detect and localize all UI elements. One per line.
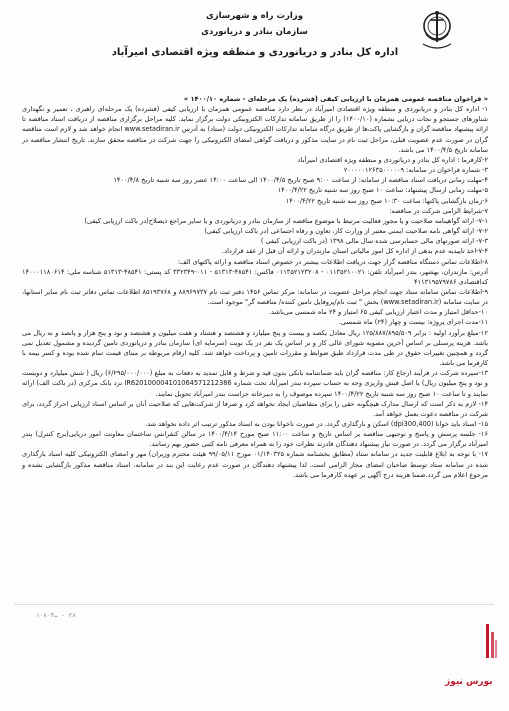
notice-title: « فراخوان مناقصه عمومی همزمان با ارزیابی کیفی (فشرده) یک مرحله‌ای - شماره ۱۴۰۰/۱۰ » — [183, 95, 488, 103]
paragraph-7-3: ۷-۳- ارائه صورتهای مالی حسابرسی شده سال مالی ۱۳۹۸ (در باکت ارزیابی کیفی ) — [260, 237, 488, 246]
paragraph-4: ۴-مهلت زمانی دریافت اسناد مناقصه از سامانه: از ساعت ۹:۰۰ صبح تاریخ ۱۴۰۰/۴/۵ الی ساعت ۱۴:۰۰ عصر روز سه شنبه تاریخ ۱۴۰۰/۴/۸ — [113, 176, 488, 185]
paragraph-8: ۸-اطلاعات تماس دستگاه مناقصه گزار جهت دریافت اطلاعات بیشتر در خصوص اسناد مناقصه و ارائه پاکتهای الف: — [177, 257, 488, 266]
paragraph-14: ۱۴- لازم به ذکر است که ارسال مدارک هیچگونه حقی را برای متقاضیان ایجاد نخواهد کرد و صرفا از شرکت‌هایی که صلاحیت آنان بر اساس اسناد ارزیابی احراز گردد، برای شرکت در مناقصه دعوت بعمل خواهد آمد. — [22, 399, 488, 418]
paragraph-9: ۹-اطلاعات تماس سامانه ستاد جهت انجام مراحل عضویت در سامانه: مرکز تماس ۱۴۵۶ دفتر ثبت نام ۸۸۹۶۹۷۳۷ و ۸۵۱۹۳۷۶۸ اطلاعات تماس دفاتر ثبت نام سایر استانها، در سایت سامانه (www.setadiran.ir) بخش " ثبت نام/پروفایل تامین کننده/ مناقصه گر" موجود است. — [22, 287, 488, 307]
paragraph-6: ۶-زمان بازگشایی پاکتها: ساعت ۱۰:۳۰ صبح روز سه شنبه تاریخ ۱۴۰۰/۴/۲۲ — [285, 196, 488, 205]
bourse-news-mark-icon — [484, 620, 498, 660]
paragraph-8-address: آدرس: مازندران، بهشهر، بندر امیرآباد تلفن: ۰۱۱۳۵۲۱۰۰۲۱ - ۰۱۱۳۵۲۱۲۳۲۰۸ فاکس: ۴۸۵۴۱-۵۱۳۱۳ - ۰۱۱-۳۳۲۳۴۹ کد پستی: ۴۸۵۴۱-۵۱۳۱۳ شناسه ملی: ۱۴۰۰۰۱۱۸۰۶۱۴ کداقتصادی ۴۱۱۳۱۹۵۷۹۷۸۶ — [22, 267, 488, 286]
office-title: اداره کل بنادر و دریانوردی و منطقه ویژه اقتصادی امیرآباد — [111, 47, 399, 58]
paragraph-3: ۳- شماره فراخوان در سامانه: ۲۰۰۰۰۰۱۲۶۳۵۰۰۰۰۰۹ — [343, 166, 488, 175]
paragraph-13: ۱۳-سپرده شرکت در فرآیند ارجاع کار: مناقصه گران باید ضمانتنامه بانکی بدون قید و شرط و قابل تمدید به دفعات به مبلغ (۶/۲۹۵/۰۰۰/۰۰۰) ریال ( شش میلیارد و دویست و نود و پنج میلیون ریال) یا اصل فیش واریزی وجه به حساب سپرده بندر امیرآباد تحت شماره IR620100004101064571212386 نزد بانک مرکزی (در باکت الف) ارائه نمایند و تا ساعت ۱۰ صبح روز سه شنبه تاریخ ۱۴۰۰/۴/۲۲ سپرده موصوف را به دبیرخانه حراست بندر امیرآباد تحویل نمایند. — [22, 369, 489, 398]
notice-body — [22, 94, 488, 480]
organization-name: سازمان بنادر و دریانوردی — [201, 27, 308, 37]
paragraph-2: ۲-کارفرما : اداره کل بنادر و دریانوردی و منطقه ویژه اقتصادی امیرآباد — [297, 155, 488, 164]
paragraph-7-1: ۷-۱- ارائه گواهینامه صلاحیت و یا مجوز فعالیت مرتبط با موضوع مناقصه از سازمان بنادر و دریانوردی و یا سایر مراجع ذیصلاح(در باکت ارزیابی کیفی) — [84, 216, 488, 225]
ministry-name: وزارت راه و شهرسازی — [205, 11, 303, 21]
paragraph-16: ۱۶- جلسه پرسش و پاسخ و توجیهی مناقصه بر اساس تاریخ و ساعت ۱۱:۰۰ صبح مورخ ۱۴۰۰/۴/۱۴ در سالن کنفرانس ساختمان معاونت امور دریایی(برج کنترل) بندر امیرآباد برگزار می گردد. در صورت نیاز پیشنهاد دهندگان قادرند نظرات خود را به همراه معرفی نامه کتبی حضور بهم رسانند. — [22, 430, 489, 449]
paragraph-11: ۱۱-مدت اجرای پروژه: بیست و چهار (۲۴) ماه شمسی. — [338, 318, 488, 327]
paragraph-17: ۱۷- با توجه به ابلاغ قابلیت جدید در سامانه ستاد (مطابق بخشنامه شماره ۰۱/۱۴۰۳۲۵ مورخ ۹۹/۰۵/۱۱ هیئت محترم وزیران) مهر و امضای الکترونیکی کلیه اسناد بارگذاری شده در سامانه ستاد توسط صاحبان امضای مجاز الزامی است. لذا پیشنهاد دهندگان در صورت عدم رعایت این بند در سامانه، اسناد مناقصه مذکور بازگشایی نشده و مرجوع اعلام می گردد.ضمنا هزینه درج آگهی بر عهده کارفرما می باشد. — [22, 450, 489, 479]
paragraph-7-4: ۷-۴-اخذ تاییدیه عدم بدهی از اداره کل امور مالیاتی استان مازندران و ارائه آن قبل از عقد قرارداد. — [222, 247, 488, 256]
ports-organization-anchor-logo — [418, 8, 456, 52]
footer-divider — [14, 604, 494, 605]
paragraph-1: ۱- اداره کل بنادر و دریانوردی و منطقه ویژه اقتصادی امیرآباد در نظر دارد مناقصه عمومی همزمان با ارزیابی کیفی (فشرده) یک مرحله‌ای راهبری ، تعمیر و نگهداری شناورهای جستجو و نجات دریایی بشماره (۱۴۰۰/۱۰) را از طریق سامانه تدارکات الکترونیکی دولت برگزار نماید. کلیه مراحل برگزاری مناقصه از دریافت اسناد مناقصه تا ارائه پیشنهاد مناقصه گران و بازگشایی پاکت‌ها از طریق درگاه سامانه تدارکات الکترونیکی دولت (ستاد) به آدرس www.setadiran.ir انجام خواهد شد و لازم است مناقصه گران در صورت عدم عضویت قبلی، مراحل ثبت نام در سایت مذکور و دریافت گواهی امضای الکترونیکی را جهت شرکت در مناقصه محقق سازند. تاریخ انتشار مناقصه در سامانه تاریخ ۱۴۰۰/۴/۵ می باشد. — [22, 105, 488, 154]
bourse-news-watermark: بورس نیوز — [445, 677, 493, 687]
paragraph-12: ۱۲-مبلغ برآورد اولیه : برابر ۱۲۵/۸۸۷/۸۹۵/۵۰۹ ریال معادل یکصد و بیست و پنج میلیارد و هشتصد و هشتاد و هفت میلیون و هشتصد و نود و پنج هزار و پانصد و نه ریال می باشد. هزینه پرسنلی بر اساس آخرین مصوبه شورای عالی کار و بر اساس یک نفر در یک نوبت (سرمایه ای) سازمان بنادر و دریانوردی تامین گردیده و مشمول تعدیل نمی گردد و همچنین تغییرات حقوق در طی مدت قرارداد طبق ضوابط و مقررات تامین و پرداخت خواهد شد. کلیه ارقام مربوطه بر مبنای قیمت تمام شده بوده و کسر بیمه با کارفرما می باشد. — [22, 328, 488, 368]
paragraph-15: ۱۵- اسناد باید خوانا (dpi300,400) اسکن و بارگذاری گردد. در صورت ناخوانا بودن به اسناد مذکور ترتیب اثر داده نخواهد شد. — [145, 420, 488, 428]
paragraph-5: ۵-مهلت زمانی ارسال پیشنهاد: ساعت ۱۰ صبح روز سه شنبه تاریخ ۱۴۰۰/۴/۲۲ — [277, 186, 488, 195]
footer-code: ١٠٨٠۴٣٨ - ب — [36, 612, 76, 619]
paragraph-10: ۱۰-حداقل امتیاز و مدت اعتبار ارزیابی کیفی ۶۵ امتیاز و ۲۴ ماه شمسی می‌باشد. — [268, 308, 488, 317]
paragraph-7-2: ۷-۲- ارائه گواهی نامه صلاحیت ایمنی معتبر از وزارت کار، تعاون و رفاه اجتماعی (در باکت ارزیابی کیفی) — [204, 227, 488, 236]
paragraph-7: ۷-شرایط الزامی شرکت در مناقصه: — [389, 206, 488, 215]
